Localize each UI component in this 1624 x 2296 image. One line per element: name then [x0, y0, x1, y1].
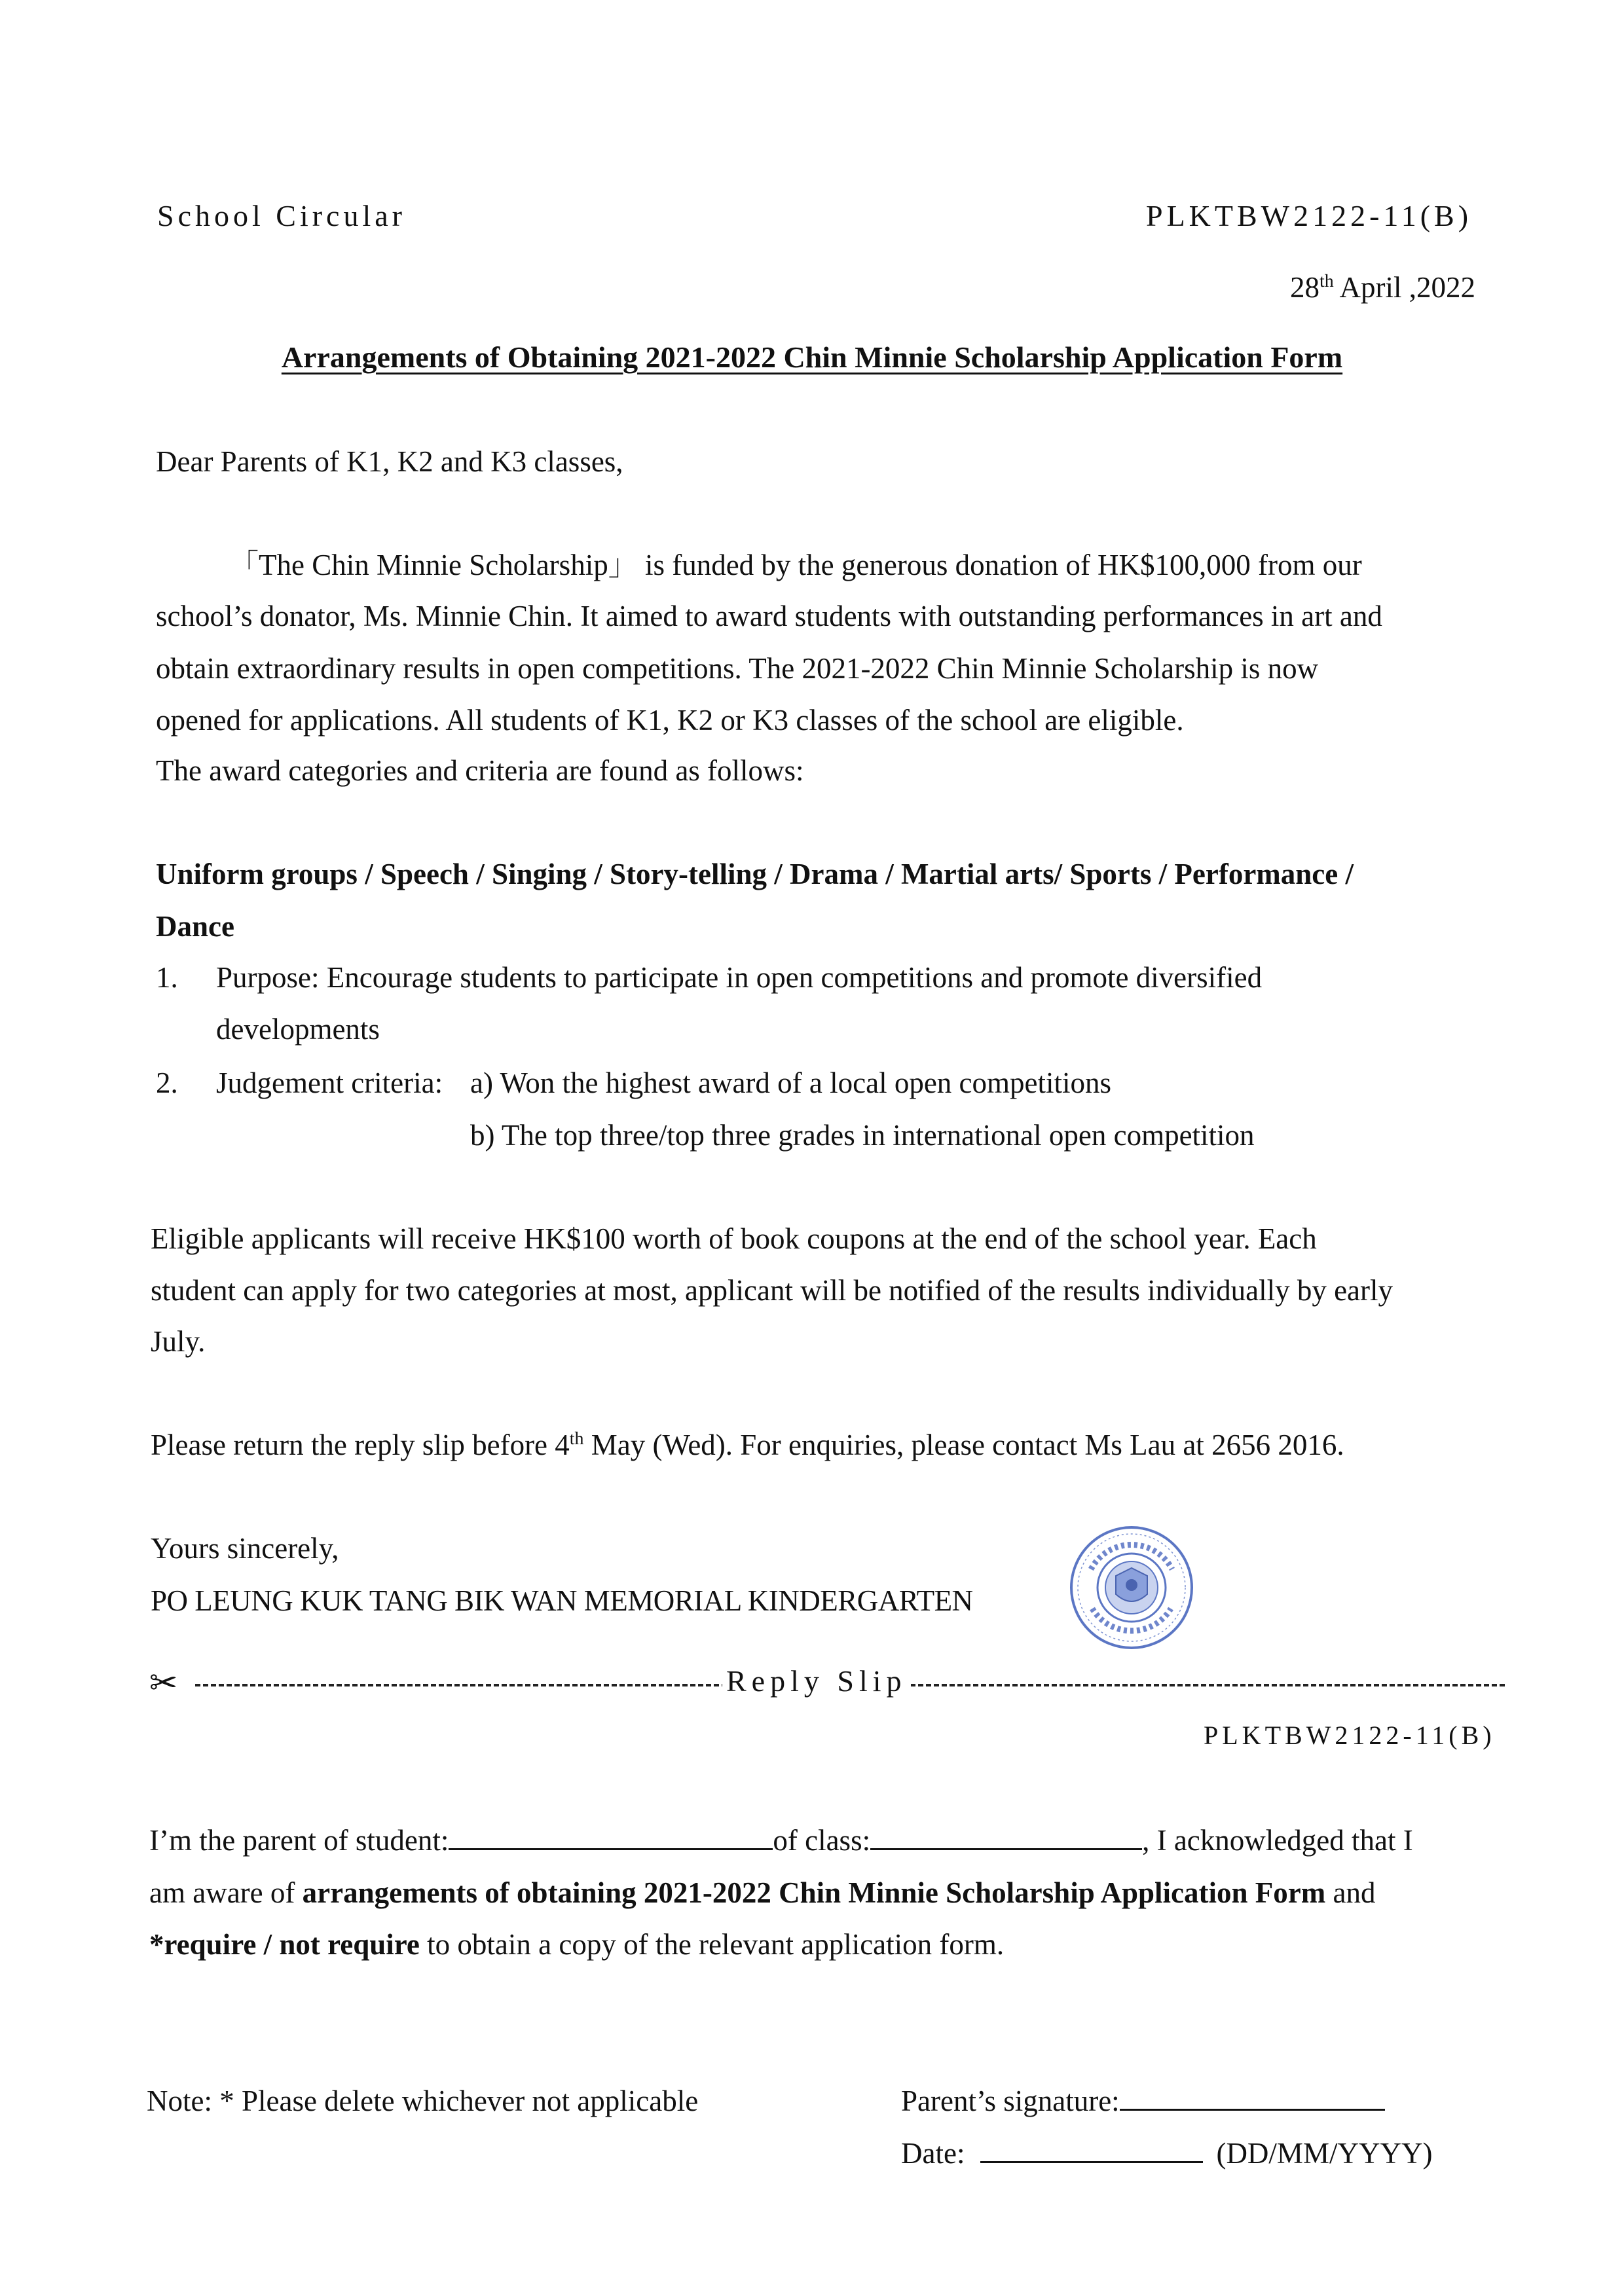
criteria-judgement-label: Judgement criteria: — [216, 1066, 443, 1099]
school-name: PO LEUNG KUK TANG BIK WAN MEMORIAL KINDERGARTEN — [151, 1584, 973, 1617]
scissors-icon: ✂ — [149, 1664, 178, 1703]
return-note-text: Please return the reply slip before 4 — [151, 1429, 570, 1461]
intro-line: The award categories and criteria are found as follows: — [156, 754, 804, 787]
criteria-number: 1. — [156, 961, 178, 994]
circular-date — [1290, 270, 1475, 305]
student-name-field[interactable] — [449, 1848, 773, 1850]
date-suffix: th — [1320, 271, 1334, 291]
categories-line: Uniform groups / Speech / Singing / Story-telling / Drama / Martial arts/ Sports / Performance / — [156, 858, 1354, 890]
criteria-judgement-b: b) The top three/top three grades in international open competition — [470, 1119, 1255, 1152]
signature-row — [901, 2083, 1385, 2119]
eligibility-line: July. — [151, 1325, 206, 1358]
signature-field[interactable] — [1120, 2108, 1385, 2111]
reply-text: , I acknowledged that I — [1142, 1824, 1413, 1857]
intro-line: school’s donator, Ms. Minnie Chin. It aimed to award students with outstanding performances in art and — [156, 600, 1382, 632]
reply-reference-code: PLKTBW2122-11(B) — [1204, 1721, 1496, 1750]
criteria-purpose-cont: developments — [216, 1013, 380, 1046]
require-option[interactable]: *require / not require — [149, 1928, 420, 1961]
intro-line: 「The Chin Minnie Scholarship」 is funded by the generous donation of HK$100,000 from our — [229, 549, 1362, 581]
return-note — [151, 1427, 1344, 1463]
reply-slip-label: Reply Slip — [722, 1663, 911, 1699]
circular-label: School Circular — [157, 199, 406, 232]
reply-line-2 — [149, 1875, 1375, 1910]
date-day: 28 — [1290, 271, 1320, 304]
reply-line-3 — [149, 1927, 1004, 1962]
reply-slip-divider — [149, 1663, 1505, 1702]
return-note-sup: th — [569, 1429, 584, 1449]
reply-text: I’m the parent of student: — [149, 1824, 449, 1857]
return-note-text: May (Wed). For enquiries, please contact Ms Lau at 2656 2016. — [583, 1429, 1344, 1461]
date-field[interactable] — [980, 2160, 1203, 2163]
date-rest: April ,2022 — [1333, 271, 1475, 304]
salutation: Dear Parents of K1, K2 and K3 classes, — [156, 445, 623, 478]
eligibility-line: Eligible applicants will receive HK$100 worth of book coupons at the end of the school year. Each — [151, 1222, 1317, 1255]
categories-line: Dance — [156, 910, 234, 943]
criteria-purpose: Purpose: Encourage students to participate in open competitions and promote diversified — [216, 961, 1263, 994]
reply-text: am aware of — [149, 1876, 303, 1909]
note-text: Note: * Please delete whichever not applicable — [147, 2085, 699, 2117]
intro-line: obtain extraordinary results in open competitions. The 2021-2022 Chin Minnie Scholarship is now — [156, 652, 1319, 685]
signature-label: Parent’s signature: — [901, 2085, 1120, 2117]
date-row — [901, 2136, 1432, 2171]
intro-line: opened for applications. All students of K1, K2 or K3 classes of the school are eligible. — [156, 704, 1184, 737]
school-seal-stamp — [1066, 1522, 1197, 1653]
reply-line-1 — [149, 1823, 1413, 1858]
date-format: (DD/MM/YYYY) — [1216, 2137, 1433, 2170]
reply-text: and — [1325, 1876, 1376, 1909]
class-field[interactable] — [870, 1848, 1142, 1850]
closing: Yours sincerely, — [151, 1532, 339, 1565]
eligibility-line: student can apply for two categories at most, applicant will be notified of the results individually by early — [151, 1274, 1393, 1307]
criteria-number: 2. — [156, 1066, 178, 1099]
reference-code: PLKTBW2122-11(B) — [1146, 199, 1473, 232]
date-label: Date: — [901, 2137, 965, 2170]
reply-text: to obtain a copy of the relevant application form. — [419, 1928, 1005, 1961]
reply-text-bold: arrangements of obtaining 2021-2022 Chin Minnie Scholarship Application Form — [302, 1876, 1326, 1909]
page-title: Arrangements of Obtaining 2021-2022 Chin Minnie Scholarship Application Form — [281, 340, 1343, 374]
criteria-judgement-a: a) Won the highest award of a local open competitions — [470, 1066, 1112, 1099]
reply-text: of class: — [773, 1824, 871, 1857]
